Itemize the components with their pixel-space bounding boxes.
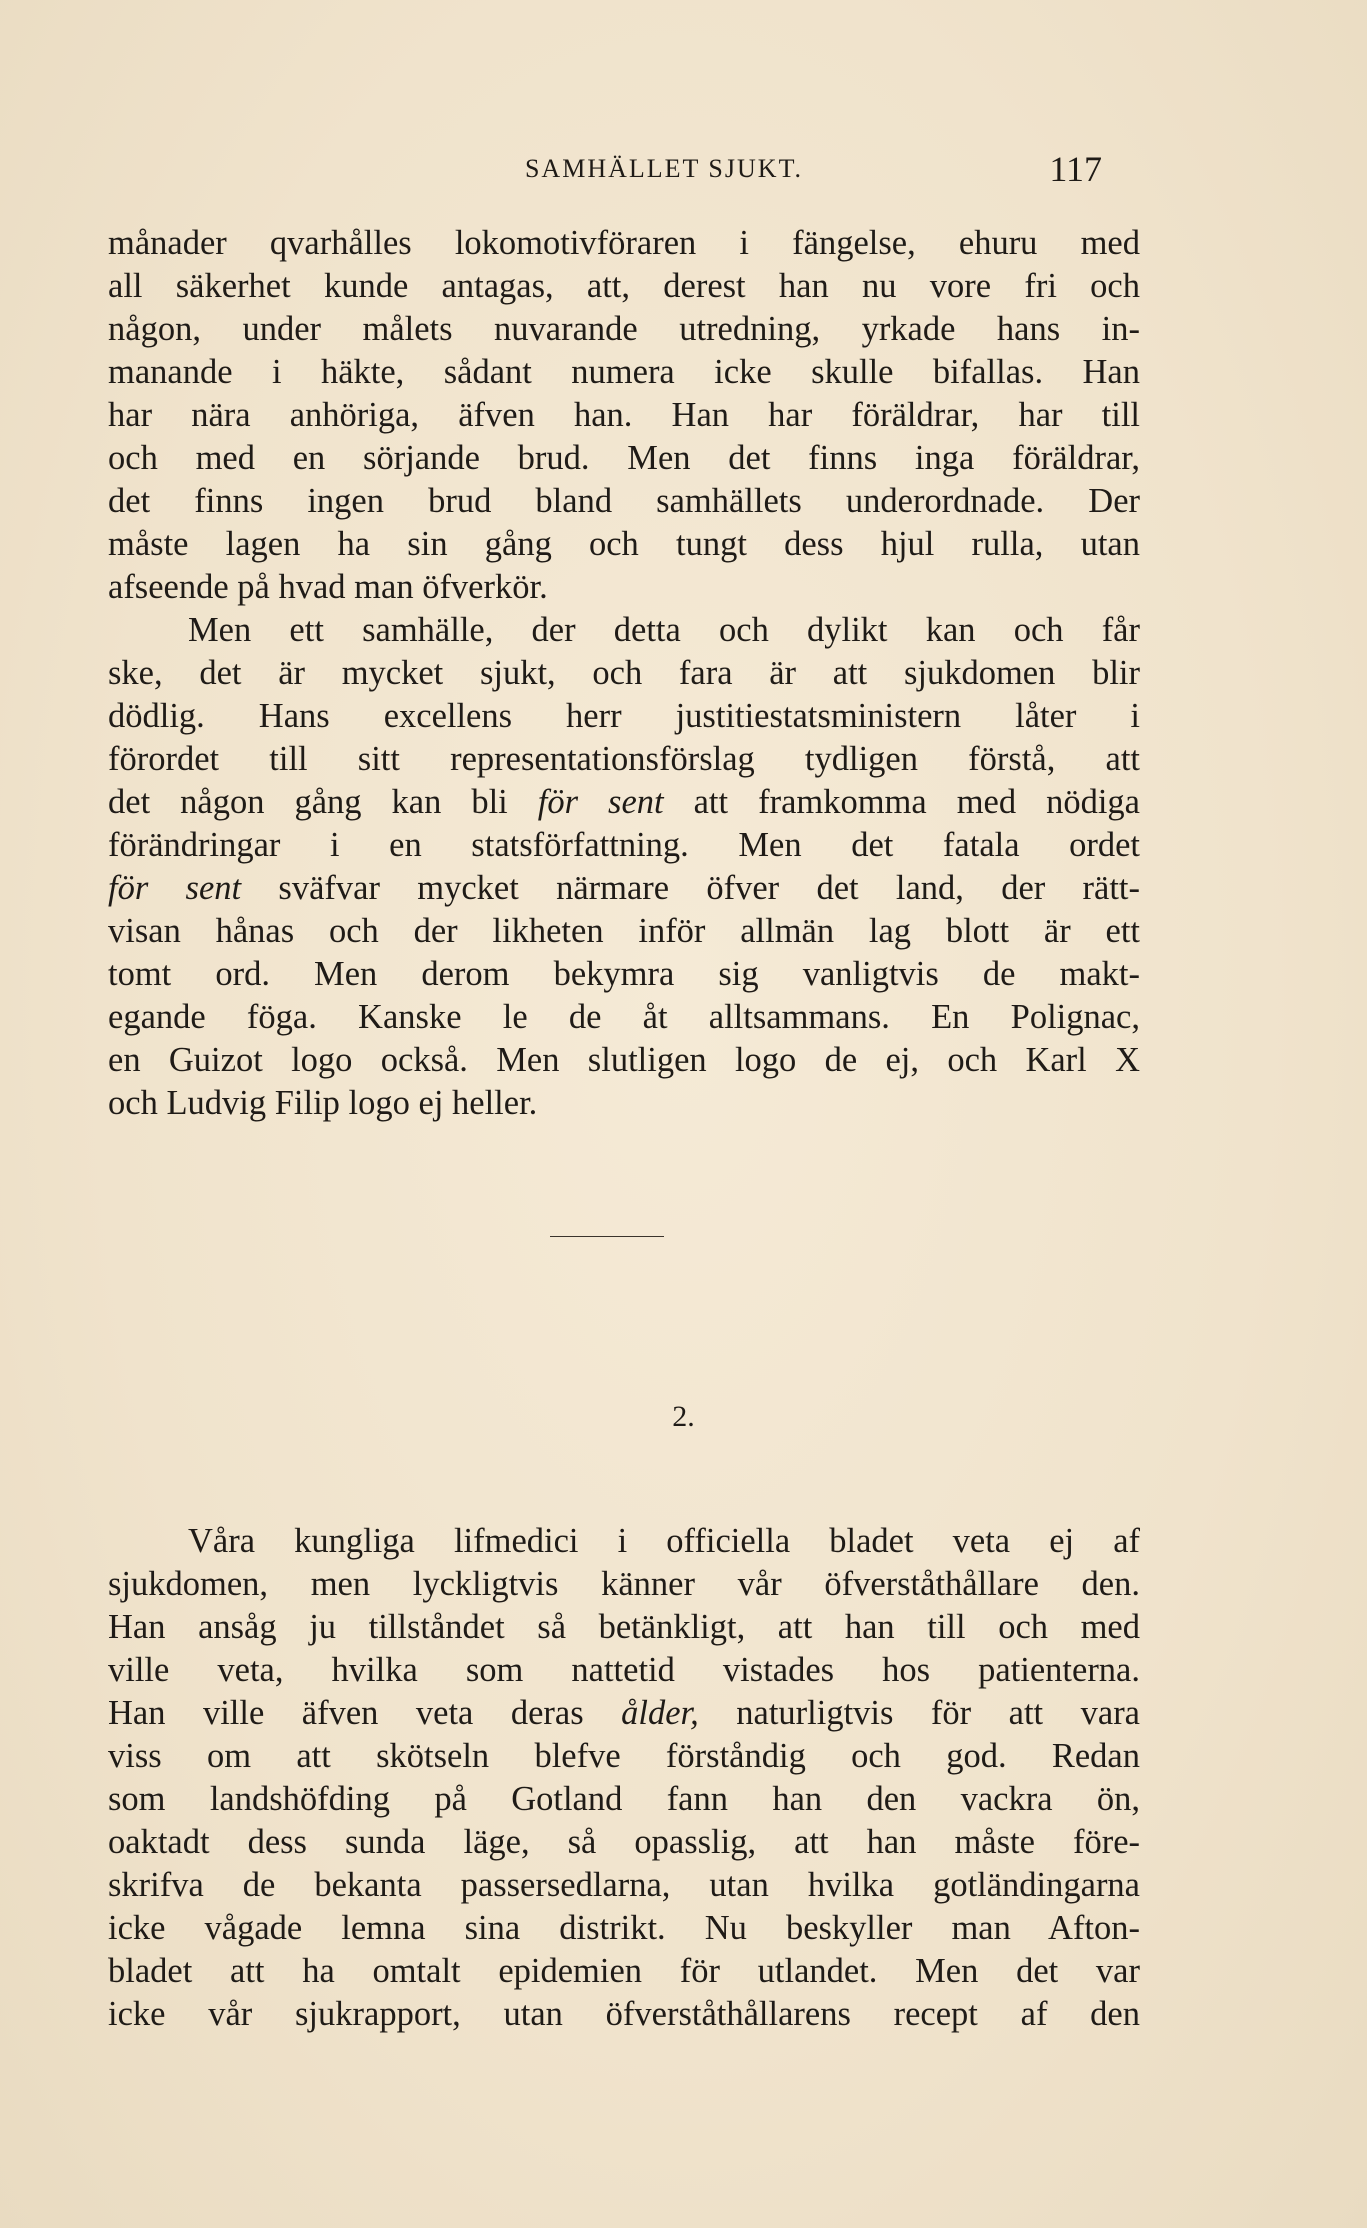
text-span: sväfvar mycket närmare öfver det land, der rätt- bbox=[278, 869, 1140, 907]
section-number: 2. bbox=[672, 1400, 695, 1433]
text-line bbox=[108, 1692, 1140, 1735]
paragraph-start-line: Men ett samhälle, der detta och dylikt kan och får bbox=[188, 611, 1140, 649]
text-line: icke vår sjukrapport, utan öfverståthållarens recept af den bbox=[108, 1995, 1140, 2033]
text-line: ville veta, hvilka som nattetid vistades hos patienterna. bbox=[108, 1651, 1140, 1689]
italic-phrase: för sent bbox=[537, 783, 664, 821]
text-span: naturligtvis för att vara bbox=[736, 1694, 1140, 1732]
text-line: oaktadt dess sunda läge, så opasslig, att han måste före- bbox=[108, 1823, 1140, 1861]
section-divider-rule bbox=[550, 1236, 664, 1237]
section-2-text bbox=[108, 1520, 1140, 2036]
text-line: egande föga. Kanske le de åt alltsammans. En Polignac, bbox=[108, 998, 1140, 1036]
text-line: sjukdomen, men lyckligtvis känner vår öfverståthållare den. bbox=[108, 1565, 1140, 1603]
text-line: förändringar i en statsförfattning. Men det fatala ordet bbox=[108, 826, 1140, 864]
text-line: viss om att skötseln blefve förståndig och god. Redan bbox=[108, 1737, 1140, 1775]
text-line: visan hånas och der likheten inför allmän lag blott är ett bbox=[108, 912, 1140, 950]
text-line bbox=[108, 781, 1140, 824]
page-number: 117 bbox=[1049, 149, 1102, 189]
text-line: en Guizot logo också. Men slutligen logo de ej, och Karl X bbox=[108, 1041, 1140, 1079]
text-span: Han ville äfven veta deras bbox=[108, 1694, 584, 1732]
text-line: dödlig. Hans excellens herr justitiestatsministern låter i bbox=[108, 697, 1140, 735]
text-line: och med en sörjande brud. Men det finns inga föräldrar, bbox=[108, 439, 1140, 477]
text-line: månader qvarhålles lokomotivföraren i fängelse, ehuru med bbox=[108, 224, 1140, 262]
section-1-text bbox=[108, 222, 1140, 1125]
text-line: ske, det är mycket sjukt, och fara är att sjukdomen blir bbox=[108, 654, 1140, 692]
text-line: bladet att ha omtalt epidemien för utlandet. Men det var bbox=[108, 1952, 1140, 1990]
italic-phrase: för sent bbox=[108, 869, 242, 907]
text-line: skrifva de bekanta passersedlarna, utan hvilka gotländingarna bbox=[108, 1866, 1140, 1904]
italic-phrase: ålder, bbox=[621, 1694, 699, 1732]
text-line: afseende på hvad man öfverkör. bbox=[108, 568, 548, 606]
text-line: förordet till sitt representationsförslag tydligen förstå, att bbox=[108, 740, 1140, 778]
text-span: att framkomma med nödiga bbox=[693, 783, 1140, 821]
text-line: har nära anhöriga, äfven han. Han har föräldrar, har till bbox=[108, 396, 1140, 434]
text-line: all säkerhet kunde antagas, att, derest han nu vore fri och bbox=[108, 267, 1140, 305]
text-line bbox=[108, 867, 1140, 910]
text-line: och Ludvig Filip logo ej heller. bbox=[108, 1084, 538, 1122]
text-line: måste lagen ha sin gång och tungt dess hjul rulla, utan bbox=[108, 525, 1140, 563]
running-head: SAMHÄLLET SJUKT. bbox=[524, 154, 804, 183]
text-line: som landshöfding på Gotland fann han den vackra ön, bbox=[108, 1780, 1140, 1818]
text-line: det finns ingen brud bland samhällets underordnade. Der bbox=[108, 482, 1140, 520]
text-line: manande i häkte, sådant numera icke skulle bifallas. Han bbox=[108, 353, 1140, 391]
page-header bbox=[108, 148, 1140, 188]
text-line: icke vågade lemna sina distrikt. Nu beskyller man Afton- bbox=[108, 1909, 1140, 1947]
text-line: någon, under målets nuvarande utredning, yrkade hans in- bbox=[108, 310, 1140, 348]
text-line: tomt ord. Men derom bekymra sig vanligtvis de makt- bbox=[108, 955, 1140, 993]
text-span: det någon gång kan bli bbox=[108, 783, 508, 821]
paragraph-start-line: Våra kungliga lifmedici i officiella bladet veta ej af bbox=[188, 1522, 1140, 1560]
text-line: Han ansåg ju tillståndet så betänkligt, att han till och med bbox=[108, 1608, 1140, 1646]
